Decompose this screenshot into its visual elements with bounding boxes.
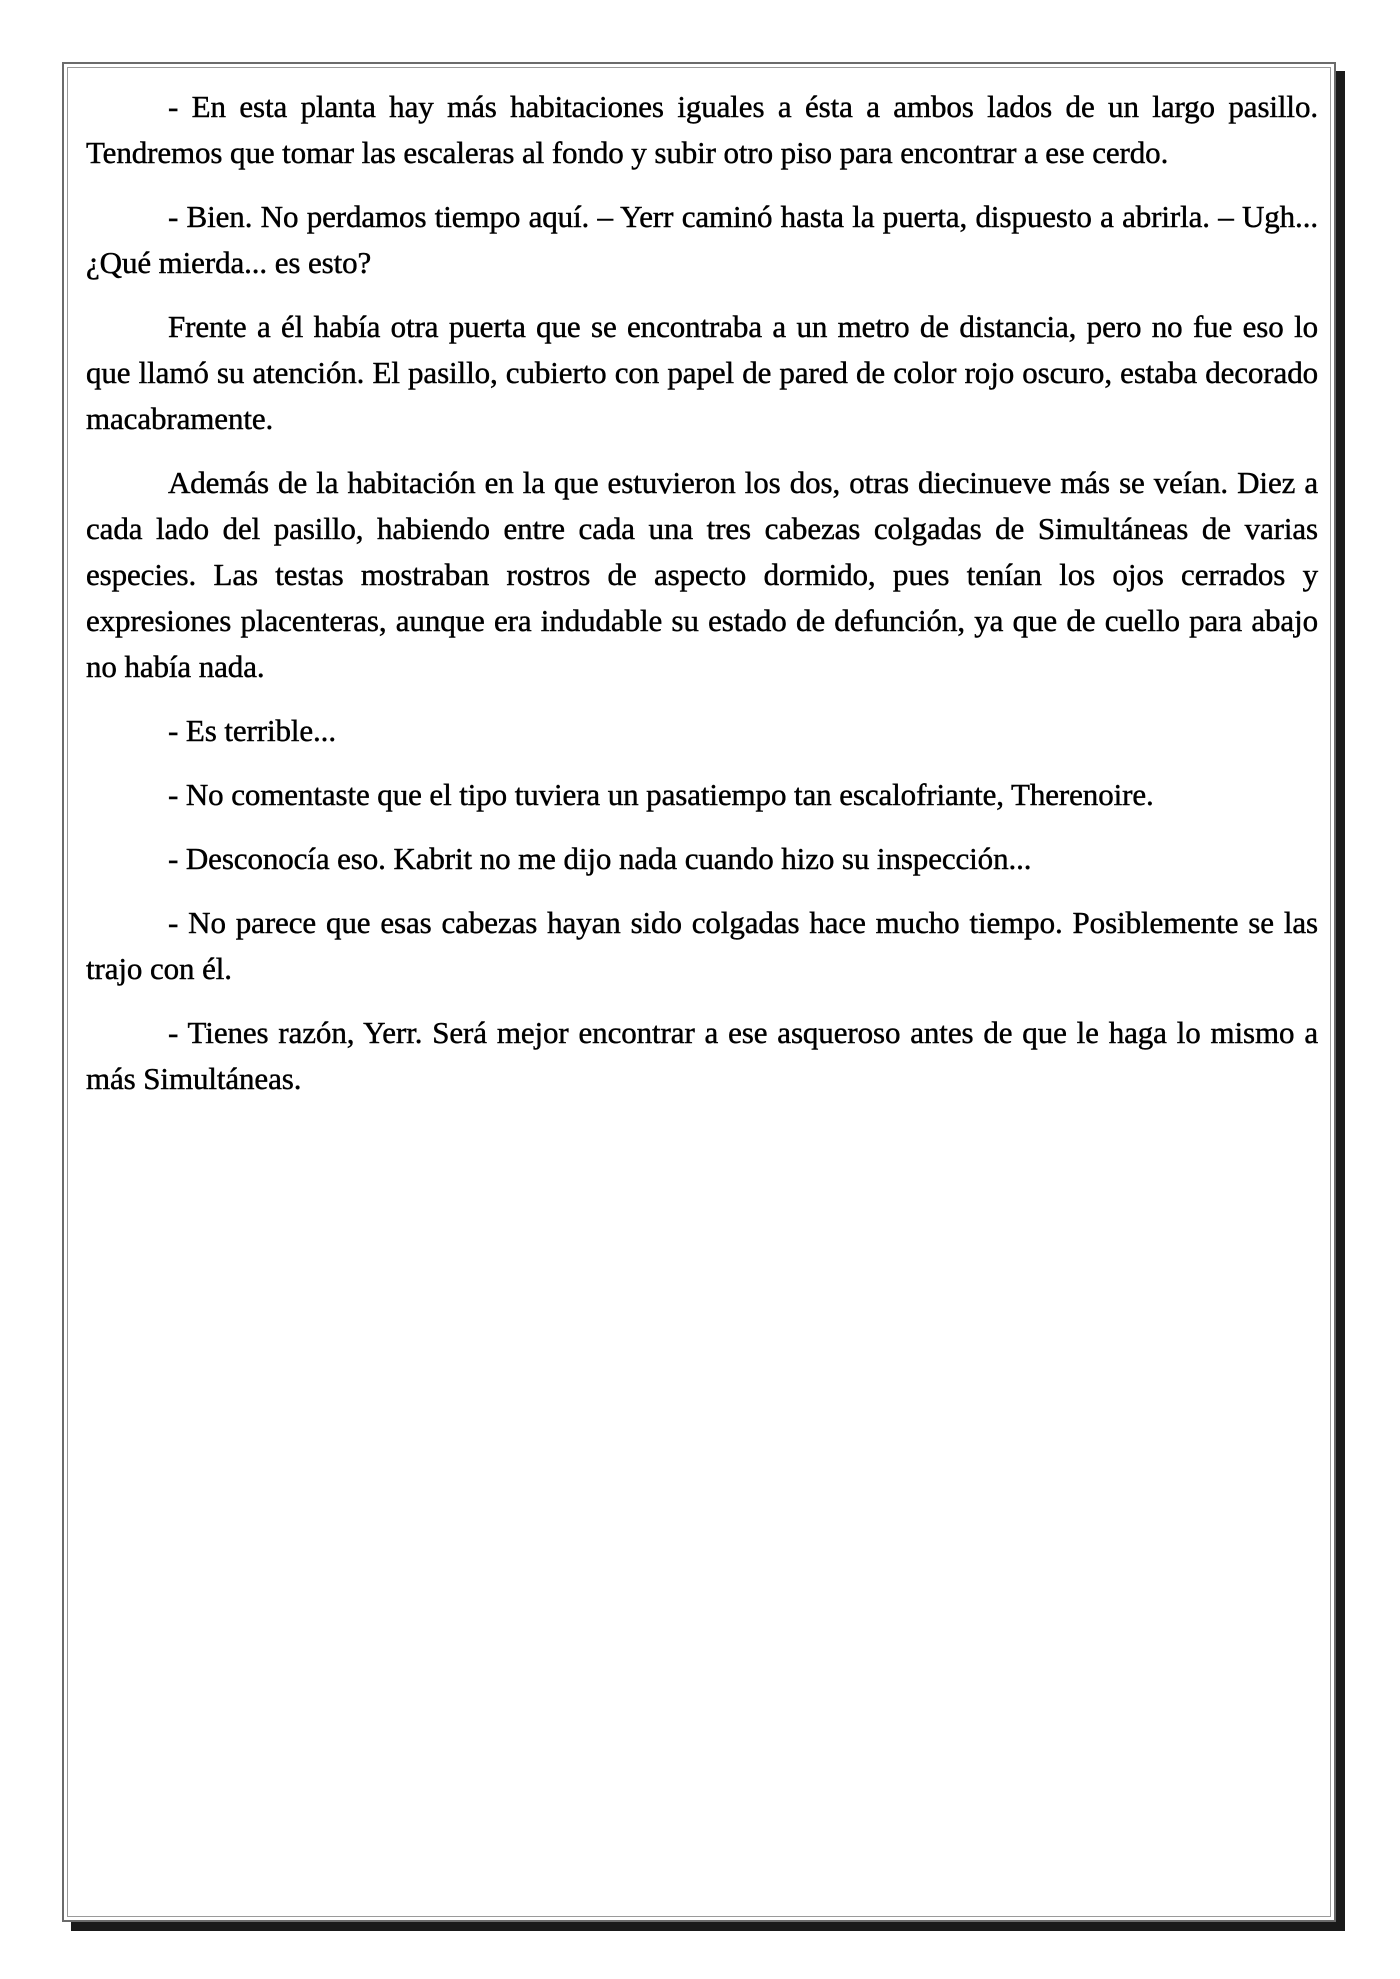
paragraph-3: Frente a él había otra puerta que se encontraba a un metro de distancia, pero no fue eso lo que llamó su atención. El pasillo, cubierto con papel de pared de color rojo oscuro, estaba decorado macabramente.: [86, 309, 1318, 436]
paragraph-4: Además de la habitación en la que estuvieron los dos, otras diecinueve más se veían. Diez a cada lado del pasillo, habiendo entre cada una tres cabezas colgadas de Simultáneas de varias especies. Las testas mostraban rostros de aspecto dormido, pues tenían los ojos cerrados y expresiones placenteras, aunque era indudable su estado de defunción, ya que de cuello para abajo no había nada.: [86, 465, 1318, 684]
paragraph-8: - No parece que esas cabezas hayan sido colgadas hace mucho tiempo. Posiblemente se las trajo con él.: [86, 905, 1318, 986]
document-body: [86, 84, 1318, 1120]
paragraph-7: - Desconocía eso. Kabrit no me dijo nada cuando hizo su inspección...: [168, 841, 1032, 876]
paragraph-6: - No comentaste que el tipo tuviera un pasatiempo tan escalofriante, Therenoire.: [168, 777, 1154, 812]
paragraph-2: - Bien. No perdamos tiempo aquí. – Yerr caminó hasta la puerta, dispuesto a abrirla. – Ugh... ¿Qué mierda... es esto?: [86, 199, 1318, 280]
paragraph-5: - Es terrible...: [168, 713, 336, 748]
paragraph-1: - En esta planta hay más habitaciones iguales a ésta a ambos lados de un largo pasillo. Tendremos que tomar las escaleras al fondo y subir otro piso para encontrar a ese cerdo.: [86, 89, 1318, 170]
paragraph-9: - Tienes razón, Yerr. Será mejor encontrar a ese asqueroso antes de que le haga lo mismo a más Simultáneas.: [86, 1015, 1318, 1096]
page-frame: [62, 62, 1336, 1922]
